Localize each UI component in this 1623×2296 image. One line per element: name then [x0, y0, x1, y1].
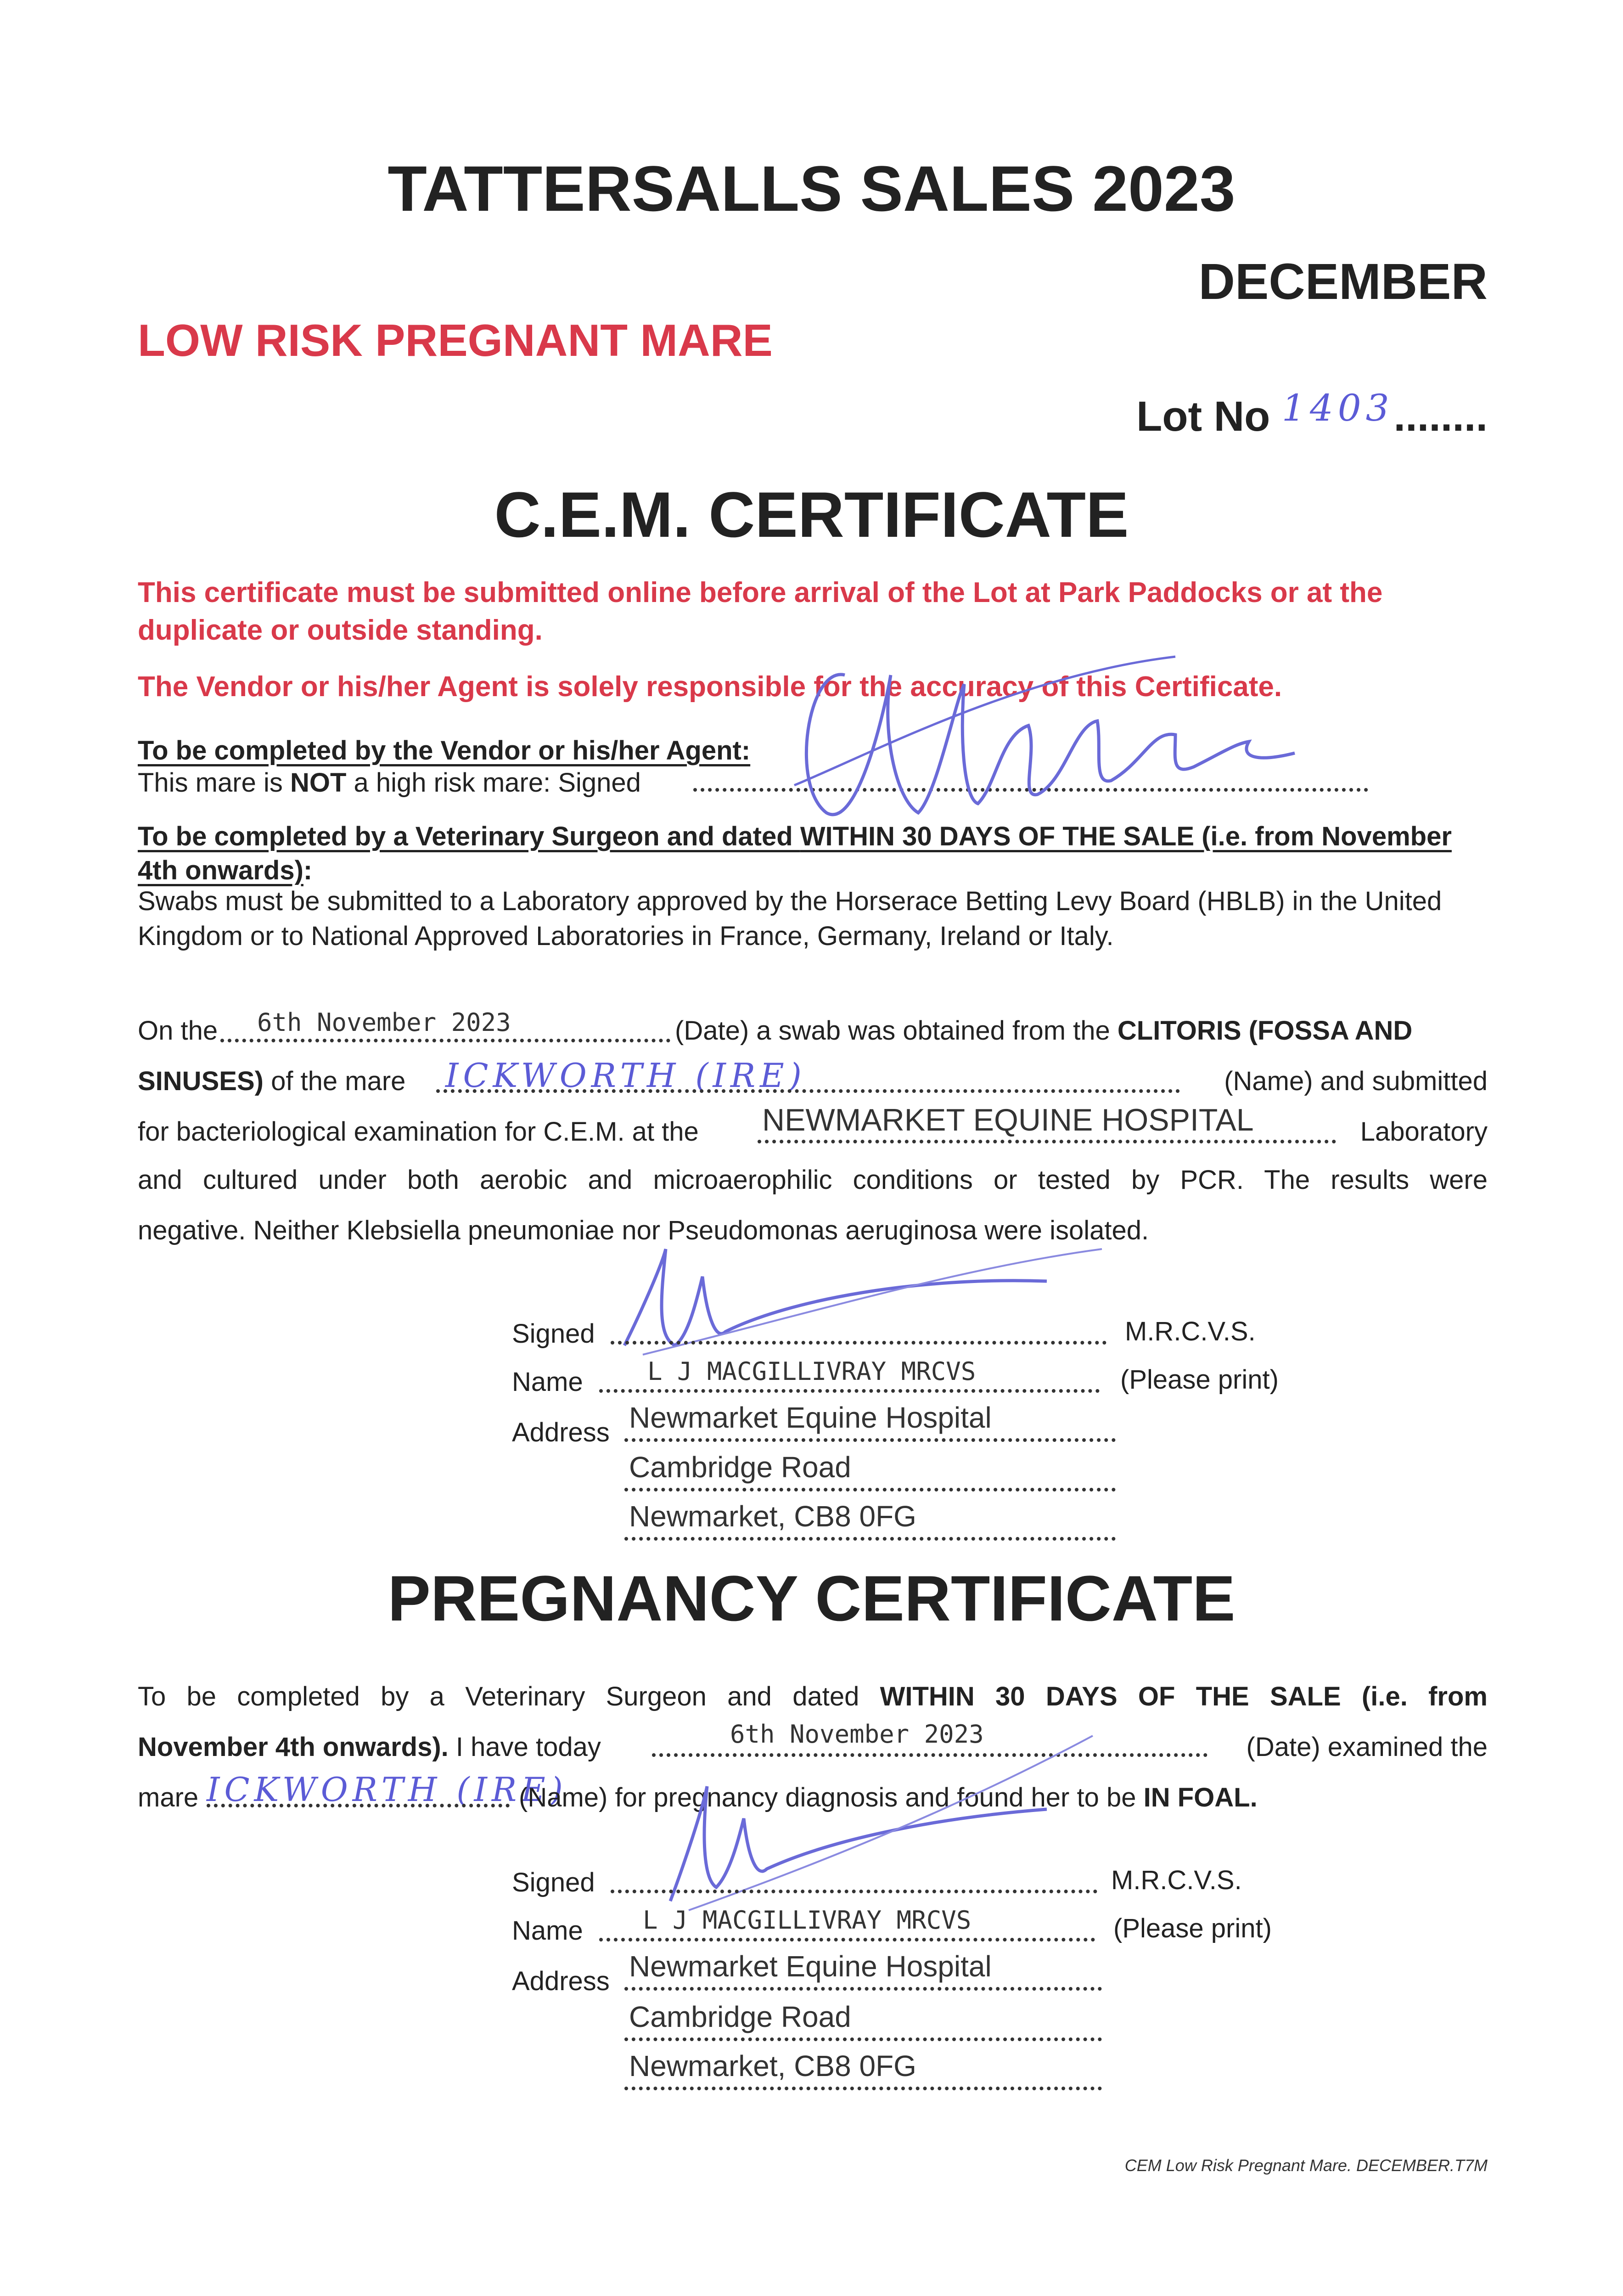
footer-form-code: CEM Low Risk Pregnant Mare. DECEMBER.T7M — [1124, 2156, 1488, 2175]
cem-name-label: Name — [512, 1367, 583, 1397]
name-submitted-label: (Name) and submitted — [1224, 1066, 1488, 1096]
laboratory-name: NEWMARKET EQUINE HOSPITAL — [762, 1103, 1254, 1137]
vendor-signature — [781, 647, 1377, 840]
cem-vet-signature — [597, 1240, 1148, 1368]
cem-address-line-1-dots — [624, 1438, 1116, 1442]
vendor-declaration: This mare is NOT a high risk mare: Signed — [138, 768, 641, 798]
vendor-responsibility-warning: The Vendor or his/her Agent is solely responsible for the accuracy of this Certificate. — [138, 671, 1282, 703]
laboratory-label: Laboratory — [1360, 1117, 1488, 1147]
pregnancy-address-line-3-dots — [624, 2087, 1102, 2090]
bacteriological-text: for bacteriological examination for C.E.M. at the — [138, 1117, 699, 1147]
pregnancy-certificate-title: PREGNANCY CERTIFICATE — [387, 1562, 1236, 1634]
swab-date: 6th November 2023 — [257, 1008, 511, 1037]
lot-value: 1403 — [1281, 387, 1394, 429]
pregnancy-vet-name: L J MACGILLIVRAY MRCVS — [643, 1906, 972, 1935]
pregnancy-address-line-3: Newmarket, CB8 0FG — [629, 2049, 916, 2082]
pregnancy-address-line-2-dots — [624, 2037, 1102, 2041]
laboratory-line — [758, 1140, 1336, 1143]
pregnancy-mare-label: mare — [138, 1783, 199, 1812]
pregnancy-mrcvs-label: M.R.C.V.S. — [1111, 1865, 1242, 1895]
pregnancy-address-label: Address — [512, 1966, 610, 1996]
pregnancy-please-print: (Please print) — [1113, 1913, 1272, 1943]
cem-address-line-3: Newmarket, CB8 0FG — [629, 1500, 916, 1533]
month-label: DECEMBER — [1198, 253, 1488, 310]
pregnancy-address-line-1-dots — [624, 1987, 1102, 1991]
pregnancy-address-line-1: Newmarket Equine Hospital — [629, 1950, 992, 1983]
swabs-paragraph: Swabs must be submitted to a Laboratory approved by the Horserace Betting Levy Board (HBLB) in the United Kingdom or to National Approved Laboratories in France, Germany, Ireland or Italy. — [138, 886, 1442, 951]
on-the-label: On the — [138, 1016, 218, 1046]
cem-address-line-3-dots — [624, 1537, 1116, 1541]
cem-address-line-1: Newmarket Equine Hospital — [629, 1401, 992, 1434]
cem-please-print: (Please print) — [1120, 1365, 1279, 1395]
cem-mrcvs-label: M.R.C.V.S. — [1125, 1317, 1256, 1346]
pregnancy-date: 6th November 2023 — [730, 1720, 984, 1749]
pregnancy-signed-line — [611, 1890, 1097, 1893]
negative-result-text: negative. Neither Klebsiella pneumoniae nor Pseudomonas aeruginosa were isolated. — [138, 1216, 1149, 1245]
cultured-text: and cultured under both aerobic and microaerophilic conditions or tested by PCR. The results were — [138, 1165, 1488, 1195]
pregnancy-mare-name-line — [207, 1804, 510, 1807]
cem-signed-line — [611, 1341, 1106, 1345]
vendor-heading: To be completed by the Vendor or his/her Agent: — [138, 736, 751, 765]
pregnancy-name-label: Name — [512, 1916, 583, 1946]
main-title: TATTERSALLS SALES 2023 — [387, 152, 1236, 225]
cem-address-line-2: Cambridge Road — [629, 1451, 851, 1484]
low-risk-subtitle: LOW RISK PREGNANT MARE — [138, 315, 773, 366]
pregnancy-mare-name: ICKWORTH (IRE) — [207, 1770, 567, 1809]
swab-date-line — [220, 1039, 670, 1042]
cem-address-label: Address — [512, 1418, 610, 1447]
lot-number — [1136, 387, 1488, 441]
cem-signed-label: Signed — [512, 1319, 595, 1349]
pregnancy-date-suffix: (Date) examined the — [1246, 1732, 1488, 1762]
cem-certificate-title: C.E.M. CERTIFICATE — [494, 478, 1129, 551]
vet-heading: To be completed by a Veterinary Surgeon and dated WITHIN 30 DAYS OF THE SALE (i.e. from November 4th onwards): — [138, 822, 1452, 885]
pregnancy-address-line-2: Cambridge Road — [629, 2000, 851, 2033]
cem-vet-name: L J MACGILLIVRAY MRCVS — [647, 1357, 976, 1386]
lot-dots: ........ — [1393, 393, 1488, 440]
cem-mare-name: ICKWORTH (IRE) — [445, 1056, 806, 1095]
cem-address-line-2-dots — [624, 1488, 1116, 1491]
pregnancy-line-3: (Name) for pregnancy diagnosis and found her to be IN FOAL. — [519, 1783, 1258, 1812]
pregnancy-name-line — [599, 1938, 1095, 1941]
swab-date-suffix: (Date) a swab was obtained from the CLITORIS (FOSSA AND — [675, 1016, 1413, 1046]
pregnancy-line-2: November 4th onwards). I have today — [138, 1732, 601, 1762]
cem-name-line — [599, 1389, 1100, 1393]
lot-label: Lot No — [1136, 393, 1270, 440]
cem-mare-name-line — [436, 1089, 1180, 1093]
pregnancy-signed-label: Signed — [512, 1868, 595, 1897]
online-submission-warning: This certificate must be submitted online before arrival of the Lot at Park Paddocks or at the duplicate or outside standing. — [138, 577, 1383, 646]
pregnancy-line-1: To be completed by a Veterinary Surgeon and dated WITHIN 30 DAYS OF THE SALE (i.e. from — [138, 1682, 1488, 1711]
of-the-mare-label: SINUSES) of the mare — [138, 1066, 406, 1096]
